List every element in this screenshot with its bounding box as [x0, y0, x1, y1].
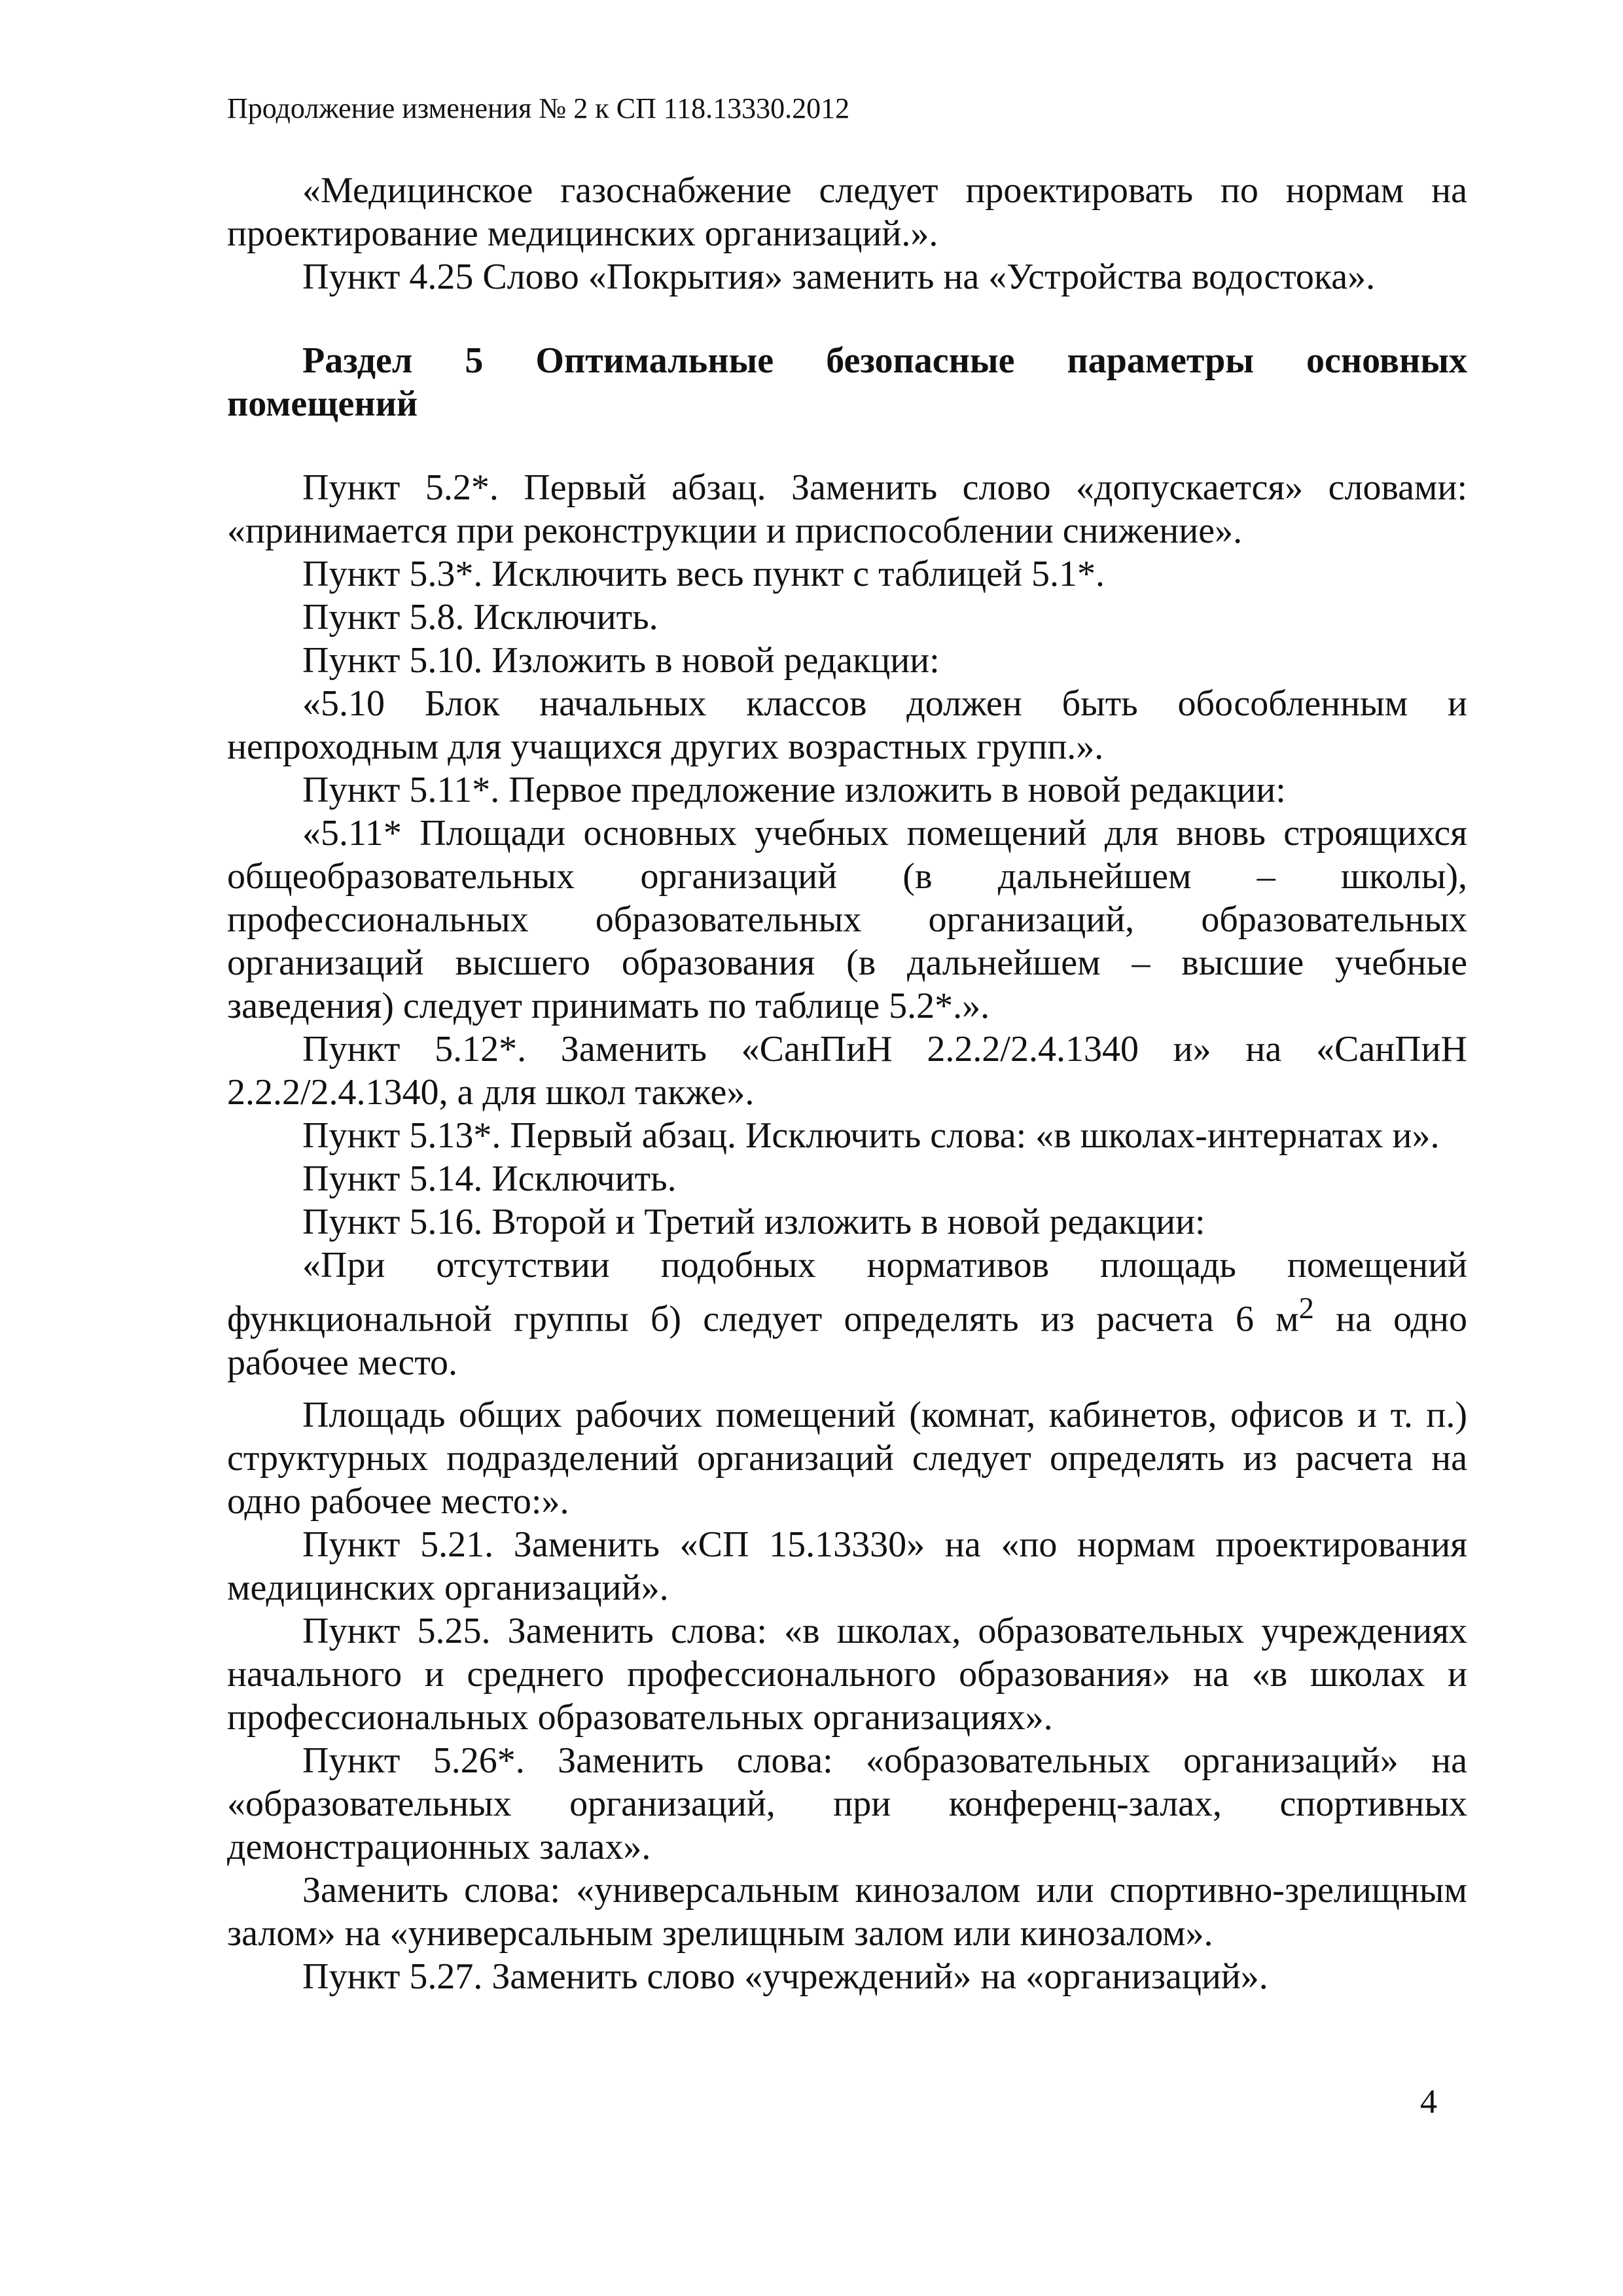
paragraph-5-16-area: [227, 1244, 1467, 1384]
paragraph-4-25: Пункт 4.25 Слово «Покрытия» заменить на «Устройства водостока».: [302, 257, 1376, 297]
paragraph-5-26: Пункт 5.26*. Заменить слова: «образовательных организаций» на «образовательных организаций, при конференц-залах, спортивных демонстрационных залах».: [227, 1740, 1467, 1867]
paragraph-5-11: Пункт 5.11*. Первое предложение изложить в новой редакции:: [302, 770, 1286, 810]
area-text-before: «При отсутствии подобных нормативов площадь помещений функциональной группы б) следует определять из расчета 6 м: [227, 1245, 1467, 1340]
area-text-after: на одно рабочее место.: [227, 1299, 1467, 1383]
paragraph-5-2: Пункт 5.2*. Первый абзац. Заменить слово «допускается» словами: «принимается при реконструкции и приспособлении снижение».: [227, 467, 1467, 551]
paragraph-5-11-text: «5.11* Площади основных учебных помещений для вновь строящихся общеобразовательных организаций (в дальнейшем – школы), профессиональных образовательных организаций, образовательных организаций высшего образования (в дальнейшем – высшие учебные заведения) следует принимать по таблице 5.2*.».: [227, 813, 1467, 1026]
paragraph-5-3: Пункт 5.3*. Исключить весь пункт с таблицей 5.1*.: [302, 554, 1105, 594]
paragraph-5-13: Пункт 5.13*. Первый абзац. Исключить слова: «в школах-интернатах и».: [302, 1115, 1440, 1156]
document-body: [227, 169, 1467, 1998]
paragraph-5-12: Пункт 5.12*. Заменить «СанПиН 2.2.2/2.4.1340 и» на «СанПиН 2.2.2/2.4.1340, а для школ также».: [227, 1029, 1467, 1113]
paragraph-medical-gas: «Медицинское газоснабжение следует проектировать по нормам на проектирование медицинских организаций.».: [227, 170, 1467, 254]
paragraph-5-21: Пункт 5.21. Заменить «СП 15.13330» на «по нормам проектирования медицинских организаций».: [227, 1524, 1467, 1608]
paragraph-gap: [227, 1384, 1467, 1393]
paragraph-5-25: Пункт 5.25. Заменить слова: «в школах, образовательных учреждениях начального и среднего профессионального образования» на «в школах и профессиональных образовательных организациях».: [227, 1610, 1467, 1738]
section-heading: Раздел 5 Оптимальные безопасные параметры основных помещений: [227, 340, 1467, 424]
paragraph-replace-words: Заменить слова: «универсальным кинозалом или спортивно-зрелищным залом» на «универсальным зрелищным залом или кинозалом».: [227, 1869, 1467, 1954]
paragraph-common-rooms: Площадь общих рабочих помещений (комнат, кабинетов, офисов и т. п.) структурных подразделений организаций следует определять из расчета на одно рабочее место:».: [227, 1394, 1467, 1522]
area-superscript: 2: [1298, 1291, 1314, 1325]
paragraph-5-27: Пункт 5.27. Заменить слово «учреждений» на «организаций».: [302, 1956, 1268, 1997]
page-header: Продолжение изменения № 2 к СП 118.13330.2012: [227, 92, 850, 124]
page-number: 4: [1420, 2083, 1437, 2121]
paragraph-5-14: Пункт 5.14. Исключить.: [302, 1158, 677, 1199]
paragraph-5-16: Пункт 5.16. Второй и Третий изложить в новой редакции:: [302, 1202, 1205, 1242]
paragraph-5-8: Пункт 5.8. Исключить.: [302, 597, 658, 637]
paragraph-5-10: Пункт 5.10. Изложить в новой редакции:: [302, 640, 940, 681]
paragraph-5-10-text: «5.10 Блок начальных классов должен быть обособленным и непроходным для учащихся других возрастных групп.».: [227, 683, 1467, 767]
